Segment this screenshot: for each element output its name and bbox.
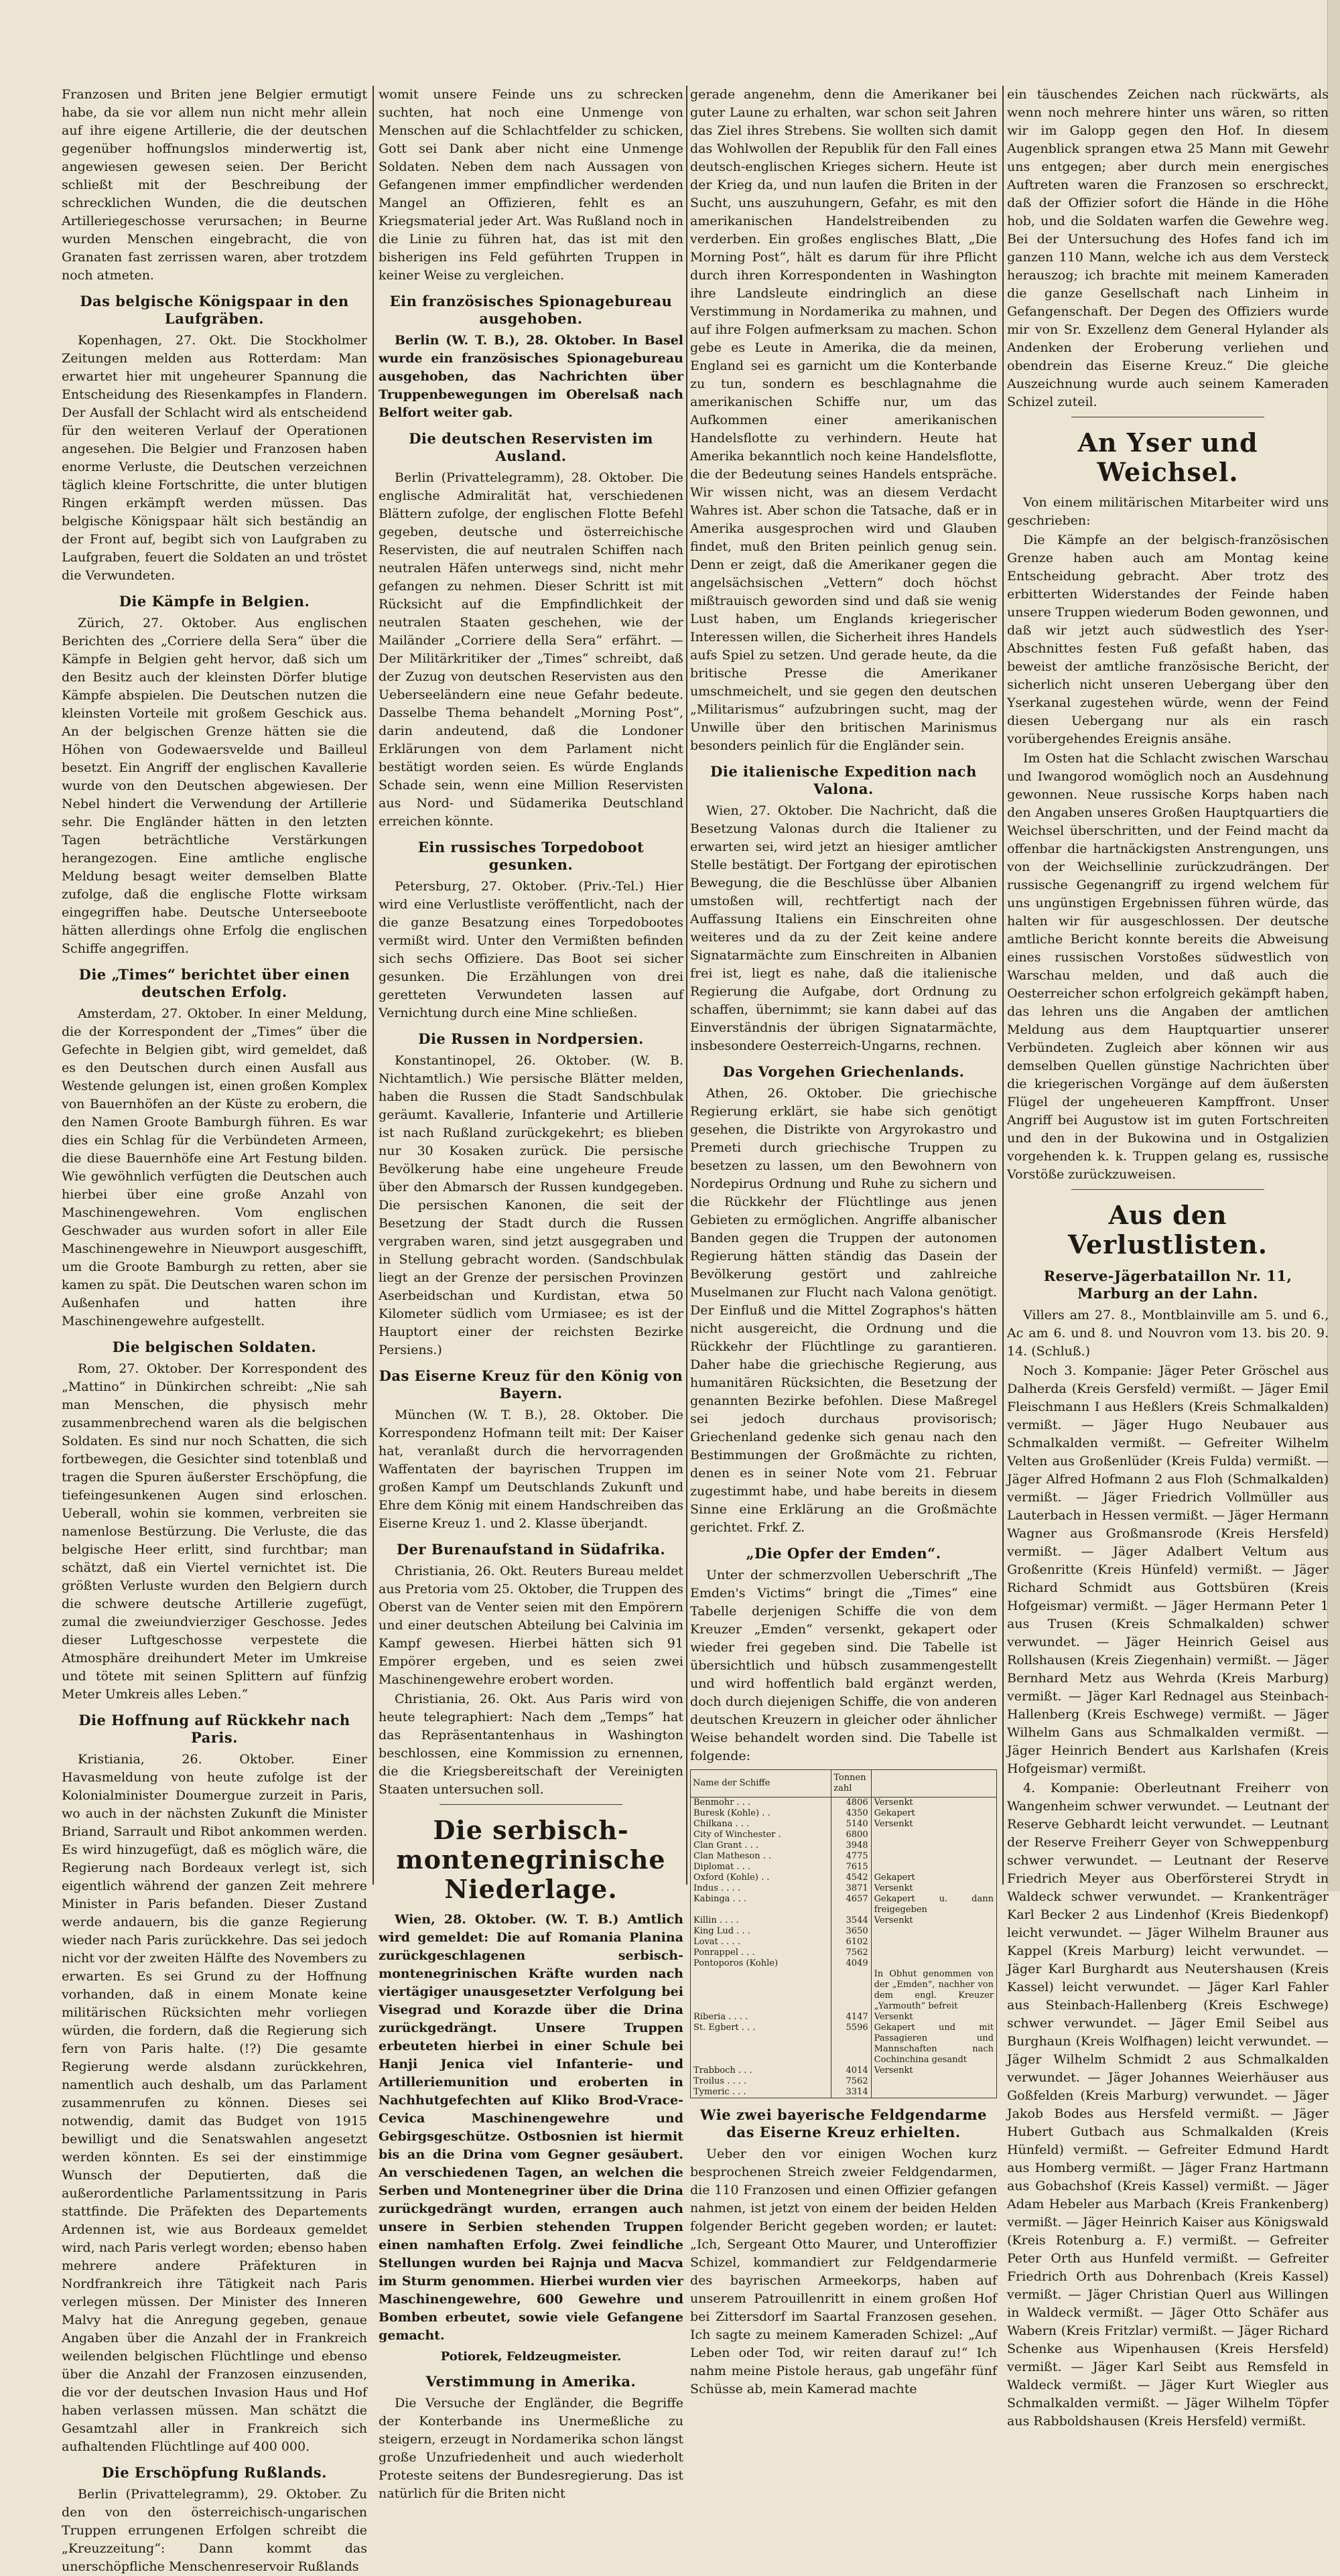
ship-name bbox=[691, 1969, 831, 2012]
ship-ton: 3314 bbox=[831, 2087, 871, 2098]
article-text: womit unsere Feinde uns zu schrecken suchten, hat noch eine Unmenge von Menschen auf die Schlachtfelder zu schicken, Gott sei Dank aber nicht eine Unmenge Soldaten. Neben dem nach Aussagen von Gefangenen immer empfindlicher werdenden Mangel an Offizieren, fehlt es an Kriegsmaterial jeder Art. Was Rußland noch in die Linie zu führen hat, das ist mit den bisherigen ins Feld geführten Truppen in keiner Weise zu vergleichen. bbox=[379, 87, 683, 283]
ship-name: Tymeric . . . bbox=[691, 2087, 831, 2098]
ship-name: Killin . . . . bbox=[691, 1915, 831, 1926]
ship-name: Troilus . . . . bbox=[691, 2076, 831, 2087]
article-text: Berlin (Privattelegramm), 29. Oktober. Zu den von den österreichisch-ungarischen Truppen errungenen Erfolgen schreibt die „Kreuzzeitung“: Dann kommt das unerschöpfliche Menschenreservoir Rußlands bbox=[62, 2487, 367, 2574]
ship-ton bbox=[831, 1969, 871, 2012]
ship-note: Gekapert bbox=[871, 1808, 996, 1819]
article-text: Konstantinopel, 26. Oktober. (W. B. Nichtamtlich.) Wie persische Blätter melden, haben die Russen die Stadt Sandschbulak geräumt. Kavallerie, Infanterie und Artillerie ist nach Rußland zurückgekehrt; es blieben nur 30 Kosaken zurück. Die persische Bevölkerung habe eine ungeheure Freude über den Abmarsch der Russen kundgegeben. Die persischen Kanonen, die seit der Besetzung der Stadt durch die Russen vergraben waren, sind jetzt ausgegraben und in Stellung gebracht worden. (Sandschbulak liegt an der Grenze der persischen Provinzen Aserbeidschan und Kurdistan, etwa 50 Kilometer südlich vom Urmiasee; es ist der Hauptort einer der reichsten Bezirke Persiens.) bbox=[379, 1053, 683, 1357]
headline-erschoepfung-russlands: Die Erschöpfung Rußlands. bbox=[102, 2464, 327, 2481]
headline-verstimmung-amerika: Verstimmung in Amerika. bbox=[425, 2373, 636, 2390]
ship-note: In Obhut genommen von der „Emden“, nachher von dem engl. Kreuzer „Yarmouth“ befreit bbox=[871, 1969, 996, 2012]
headline-eisernes-kreuz-bayern: Das Eiserne Kreuz für den König von Bayern. bbox=[379, 1367, 683, 1402]
ship-row bbox=[691, 2023, 997, 2065]
ship-name: Trabboch . . . bbox=[691, 2065, 831, 2076]
ship-name: Lovat . . . . bbox=[691, 1937, 831, 1948]
ship-note: Gekapert bbox=[871, 1873, 996, 1883]
article-text: Zürich, 27. Oktober. Aus englischen Berichten des „Corriere della Sera“ über die Kämpfe in Belgien geht hervor, daß sich um den Besitz auch der kleinsten Dörfer blutige Kämpfe abspielen. Die Deutschen nutzen die kleinsten Vorteile mit großem Geschick aus. An der belgischen Grenze hätten sie die Höhen von Godewaersvelde und Bailleul besetzt. Ein Angriff der englischen Kavallerie wurde von den Deutschen abgewiesen. Der Nebel hindert die Verwendung der Artillerie sehr. Die Engländer hätten in den letzten Tagen beträchtliche Verstärkungen herangezogen. Eine amtliche englische Meldung besagt weiter demselben Blatte zufolge, daß die englische Flotte wirksam eingegriffen habe. Deutsche Unterseeboote hätten allerdings ohne Erfolg die englischen Schiffe angegriffen. bbox=[62, 616, 367, 956]
ship-name: Oxford (Kohle) . . bbox=[691, 1873, 831, 1883]
article-text: gerade angenehm, denn die Amerikaner bei guter Laune zu erhalten, war schon seit Jahren das Ziel ihres Strebens. Sie wollten sich damit das Wohlwollen der Republik für den Fall eines deutsch-englischen Krieges sichern. Heute ist der Krieg da, und nun laufen die Briten in der Sucht, uns auszuhungern, Gefahr, es mit den amerikanischen Handelstreibenden zu verderben. Ein großes englisches Blatt, „Die Morning Post“, hält es darum für ihre Pflicht durch ihren Korrespondenten in Washington ihre Landsleute eindringlich an diese Verstimmung in Nordamerika zu mahnen, und auf ihre Folgen aufmerksam zu machen. Schon gebe es Leute in Amerika, die da meinen, England sei es garnicht um die Konterbande zu tun, sondern es beschlagnahme die amerikanischen Schiffe nur, um das Aufkommen einer amerikanischen Handelsflotte zu verhindern. Heute hat Amerika bekanntlich noch keine Handelsflotte, die der Bedeutung seines Handels entspräche. Wir wissen nicht, was an diesem Verdacht Wahres ist. Aber schon die Tatsache, daß er in Amerika ausgesprochen wird und Glauben findet, muß den Briten peinlich genug sein. Denn er zeigt, daß die Amerikaner gegen die angelsächsischen „Vettern“ doch höchst mißtrauisch geworden sind und daß sie wenig Lust haben, um Englands kriegerischer Interessen willen, die Sicherheit ihres Handels aufs Spiel zu setzen. Und gerade heute, da die britische Presse die Amerikaner umschmeichelt, und sie gegen den deutschen „Militarismus“ aufzubringen sucht, mag der Unwille über den britischen Marinismus besonders peinlich für die Engländer sein. bbox=[690, 87, 997, 753]
ship-name: Buresk (Kohle) . . bbox=[691, 1808, 831, 1819]
ship-name: Chilkana . . . bbox=[691, 1819, 831, 1830]
headline-torpedoboot: Ein russisches Torpedoboot gesunken. bbox=[417, 839, 645, 873]
ship-note bbox=[871, 2087, 996, 2098]
ship-name: Riberia . . . . bbox=[691, 2012, 831, 2023]
ship-name: Diplomat . . . bbox=[691, 1862, 831, 1873]
ship-row bbox=[691, 1915, 997, 1926]
article-text: Villers am 27. 8., Montblainville am 5. und 6., Ac am 6. und 8. und Nouvron vom 13. bis 20. 9. 14. (Schluß.) bbox=[1007, 1308, 1329, 1359]
ship-note bbox=[871, 1937, 996, 1948]
ship-row bbox=[691, 1883, 997, 1894]
ship-note: Gekapert und mit Passagieren und Mannschaften nach Cochinchina gesandt bbox=[871, 2023, 996, 2065]
ship-note: Versenkt bbox=[871, 2065, 996, 2076]
ship-name: Pontoporos (Kohle) bbox=[691, 1958, 831, 1969]
ship-name: King Lud . . . bbox=[691, 1926, 831, 1937]
ships-table-body bbox=[691, 1798, 997, 2098]
article-text: Von einem militärischen Mitarbeiter wird uns geschrieben: bbox=[1007, 495, 1329, 528]
ship-note bbox=[871, 1840, 996, 1851]
ship-row bbox=[691, 2012, 997, 2023]
headline-spionagebureau: Ein französisches Spionagebureau ausgehoben. bbox=[389, 293, 673, 327]
ship-ton: 4350 bbox=[831, 1808, 871, 1819]
ship-ton: 3544 bbox=[831, 1915, 871, 1926]
column-4 bbox=[1007, 86, 1329, 2429]
column-rule-1 bbox=[373, 86, 374, 1885]
ship-ton: 6800 bbox=[831, 1830, 871, 1840]
article-text: Wien, 28. Oktober. (W. T. B.) Amtlich wird gemeldet: Die auf Romania Planina zurückgeschlagenen serbisch-montenegrinischen Kräfte wurden nach viertägiger unausgesetzter Verfolgung bei Visegrad und Korazde über die Drina zurückgedrängt. Unsere Truppen erbeuteten hierbei in einer Schule bei Hanji Jenica viel Infanterie- und Artilleriemunition und eroberten in Nachhutgefechten auf Kliko Brod-Vrace-Cevica Maschinengewehre und Gebirgsgeschütze. Ostbosnien ist hiermit bis an die Drina vom Gegner gesäubert. An verschiedenen Tagen, an welchen die Serben und Montenegriner über die Drina zurückgedrängt wurden, errangen auch unsere in Serbien stehenden Truppen einen namhaften Erfolg. Zwei feindliche Stellungen wurden bei Rajnja und Macva im Sturm genommen. Hierbei wurden vier Maschinengewehre, 600 Gewehre und Bomben erbeutet, sowie viele Gefangene gemacht. bbox=[379, 1912, 683, 2343]
headline-griechenland: Das Vorgehen Griechenlands. bbox=[722, 1063, 965, 1080]
ship-row bbox=[691, 2076, 997, 2087]
ship-note bbox=[871, 1830, 996, 1840]
separator bbox=[440, 1804, 622, 1805]
ship-row bbox=[691, 2087, 997, 2098]
ship-note: Versenkt bbox=[871, 1915, 996, 1926]
article-text: ein täuschendes Zeichen nach rückwärts, als wenn noch mehrere hinter uns wären, so ritten wir im Galopp gegen den Hof. In diesem Augenblick sprangen etwa 25 Mann mit Gewehr uns entgegen; aber durch mein energisches Auftreten waren die Franzosen so erschreckt, daß der Offizier sofort die Hände in die Höhe hob, und die Soldaten warfen die Gewehre weg. Bei der Untersuchung des Hofes fand ich im ganzen 110 Mann, welche ich aus dem Versteck herauszog; ich brachte mit meinem Kameraden die ganze Gesellschaft nach Linheim in Gefangenschaft. Der Degen des Offiziers wurde mir von Sr. Exzellenz dem General Hylander als Andenken der Eroberung verliehen und obendrein das Eiserne Kreuz.“ Die gleiche Auszeichnung wurde auch seinem Kameraden Schizel zuteil. bbox=[1007, 87, 1329, 409]
ship-note bbox=[871, 1958, 996, 1969]
headline-verlustlisten: Aus den Verlustlisten. bbox=[1067, 1200, 1268, 1260]
column-3 bbox=[690, 86, 997, 2396]
ship-name: St. Egbert . . . bbox=[691, 2023, 831, 2065]
article-text: Unter der schmerzvollen Ueberschrift „The Emden's Victims“ bringt die „Times“ eine Tabelle derjenigen Schiffe die von dem Kreuzer „Emden“ versenkt, gekapert oder wieder frei gegeben sind. Die Tabelle ist übersichtlich und hübsch zusammengestellt und wird hoffentlich bald ergänzt werden, doch durch diejenigen Schiffe, die von anderen deutschen Kreuzern in gleicher oder ähnlicher Weise behandelt worden sind. Die Tabelle ist folgende: bbox=[690, 1568, 997, 1763]
ship-name: City of Winchester . bbox=[691, 1830, 831, 1840]
headline-koenigspaar: Das belgische Königspaar in den Laufgräben. bbox=[80, 293, 349, 327]
ship-row bbox=[691, 1819, 997, 1830]
column-2 bbox=[379, 86, 683, 2501]
ship-ton: 5140 bbox=[831, 1819, 871, 1830]
ship-name: Ponrappel . . . bbox=[691, 1948, 831, 1958]
ship-name: Clan Matheson . . bbox=[691, 1851, 831, 1862]
ship-note: Gekapert u. dann freigegeben bbox=[871, 1894, 996, 1915]
ship-ton: 4014 bbox=[831, 2065, 871, 2076]
ship-note bbox=[871, 1926, 996, 1937]
ships-table bbox=[690, 1769, 997, 2098]
article-text: Petersburg, 27. Oktober. (Priv.-Tel.) Hier wird eine Verlustliste veröffentlicht, nach der die ganze Besatzung eines Torpedobootes vermißt wird. Unter den Vermißten befinden sich sechs Offiziere. Das Boot sei sicher gesunken. Die Erzählungen von drei geretteten Verwundeten lassen auf Vernichtung durch eine Mine schließen. bbox=[379, 879, 683, 1020]
article-text: Kristiania, 26. Oktober. Einer Havasmeldung von heute zufolge ist der Kolonialminister Doumergue zurzeit in Paris, wo auch in der nächsten Zukunft die Minister Briand, Sarrault und Ribot ankommen werden. Es wird hinzugefügt, daß es möglich wäre, die Regierung nach Bordeaux verlegt ist, sich eigentlich während der ganzen Zeit mehrere Minister in Paris befanden. Dieser Zustand werde andauern, bis die ganze Regierung wieder nach Paris zurückkehre. Das sei jedoch nicht vor der zweiten Hälfte des Novembers zu erwarten. Es sei Grund zu der Hoffnung vorhanden, daß in einem Monate keine militärischen Rücksichten mehr vorliegen würden, die fordern, daß die Regierung sich fern von Paris halte. (!?) Die gesamte Regierung werde alsdann zurückkehren, namentlich auch deshalb, um das Parlament zusammenrufen zu können. Dieses sei notwendig, damit das Budget von 1915 bewilligt und die Senatswahlen angesetzt werden könnten. Es sei der einstimmige Wunsch der Deputierten, daß die außerordentliche Parlamentssitzung in Paris stattfinde. Die Präfekten des Departements Ardennen ist, wie aus Bordeaux gemeldet wird, nach Paris verlegt worden; ebenso haben mehrere andere Präfekturen in Nordfrankreich ihre Tätigkeit nach Paris verlegen müssen. Der Minister des Inneren Malvy hat die Anregung gegeben, genaue Angaben über die Anzahl der in Frankreich weilenden belgischen Flüchtlinge und ebenso über die Anzahl der Franzosen einzusenden, die vor der deutschen Invasion Haus und Hof haben verlassen müssen. Man schätzt die Gesamtzahl aller in Frankreich sich aufhaltenden Flüchtlinge auf 400 000. bbox=[62, 1752, 367, 2454]
article-text: Kopenhagen, 27. Okt. Die Stockholmer Zeitungen melden aus Rotterdam: Man erwartet hier mit ungeheurer Spannung die Entscheidung des Riesenkampfes in Flandern. Der Ausfall der Schlacht wird als entscheidend für den weiteren Verlauf der Operationen angesehen. Die Belgier und Franzosen haben enorme Verluste, die Deutschen verzeichnen täglich kleine Fortschritte, die unter blutigen Ringen erkämpft werden müssen. Das belgische Königspaar hält sich beständig an der Front auf, begibt sich von Laufgraben zu Laufgraben, feuert die Soldaten an und tröstet die Verwundeten. bbox=[62, 333, 367, 583]
column-header-name: Name der Schiffe bbox=[691, 1770, 831, 1798]
headline-yser-weichsel: An Yser und Weichsel. bbox=[1077, 427, 1258, 487]
headline-russen-nordpersien: Die Russen in Nordpersien. bbox=[418, 1030, 644, 1047]
ship-row bbox=[691, 1937, 997, 1948]
ship-note: Versenkt bbox=[871, 1819, 996, 1830]
ship-ton: 4806 bbox=[831, 1798, 871, 1809]
article-text: Athen, 26. Oktober. Die griechische Regierung erklärt, sie habe sich genötigt gesehen, die Distrikte von Argyrokastro und Premeti durch griechische Truppen zu besetzen zu lassen, um den Bewohnern von Nordepirus Ordnung und Ruhe zu sichern und die Rückkehr der Flüchtlinge aus jenen Gebieten zu ermöglichen. Angriffe albanischer Banden gegen die Truppen der autonomen Regierung hätten ständig das Dasein der Bevölkerung gestört und zahlreiche Muselmanen zur Flucht nach Valona genötigt. Der Einfluß und die Mittel Zographos's hätten nicht ausgereicht, die Ordnung und die Rückkehr der Flüchtlinge zu garantieren. Daher habe die griechische Regierung, aus humanitären Rücksichten, die Besetzung der genannten Bezirke befohlen. Diese Maßregel sei jedoch durchaus provisorisch; Griechenland gedenke sich genau nach den Bestimmungen der Großmächte zu richten, denen es in seiner Note vom 21. Februar zugestimmt habe, und habe bereits in diesem Sinne eine Erklärung an die Großmächte gerichtet. Frkf. Z. bbox=[690, 1086, 997, 1535]
ship-ton: 4147 bbox=[831, 2012, 871, 2023]
ship-ton: 5596 bbox=[831, 2023, 871, 2065]
column-header-tonnage: Tonnen zahl bbox=[831, 1770, 871, 1798]
subheadline-jaegerbataillon: Reserve-Jägerbataillon Nr. 11, Marburg an der Lahn. bbox=[1043, 1268, 1292, 1302]
ship-note bbox=[871, 1851, 996, 1862]
headline-serbisch-montenegrinisch: Die serbisch-montenegrinische Niederlage. bbox=[396, 1815, 666, 1904]
column-1 bbox=[62, 86, 367, 2574]
article-text: Noch 3. Kompanie: Jäger Peter Gröschel aus Dalherda (Kreis Gersfeld) vermißt. — Jäger Emil Fleischmann I aus Heßlers (Kreis Schmalkalden) vermißt. — Jäger Hugo Neubauer aus Schmalkalden vermißt. — Gefreiter Wilhelm Velten aus Großenlüder (Kreis Fulda) vermißt. — Jäger Alfred Hofmann 2 aus Floh (Schmalkalden) vermißt. — Jäger Friedrich Vollmüller aus Lauterbach in Hessen vermißt. — Jäger Hermann Wagner aus Großmansrode (Kreis Hersfeld) vermißt. — Jäger Adalbert Veltum aus Großenritte (Kreis Hünfeld) vermißt. — Jäger Richard Schmidt aus Gottsbüren (Kreis Hofgeismar) vermißt. — Jäger Hermann Peter 1 aus Trusen (Kreis Schmalkalden) schwer verwundet. — Jäger Heinrich Geisel aus Rollshausen (Kreis Ziegenhain) vermißt. — Jäger Bernhard Metz aus Wehrda (Kreis Marburg) vermißt. — Jäger Karl Rednagel aus Steinbach-Hallenberg (Kreis Eschwege) vermißt. — Jäger Wilhelm Gans aus Schmalkalden vermißt. — Jäger Heinrich Bendert aus Karlshafen (Kreis Hofgeismar) vermißt. bbox=[1007, 1363, 1329, 1776]
ship-row bbox=[691, 1873, 997, 1883]
ship-name: Benmohr . . . bbox=[691, 1798, 831, 1809]
headline-italienische-expedition: Die italienische Expedition nach Valona. bbox=[710, 763, 977, 797]
article-text: Franzosen und Briten jene Belgier ermutigt habe, da sie vor allem nun nicht mehr allein auf ihre eigene Artillerie, die der deutschen gegenüber hoffnungslos minderwertig ist, angewiesen gewesen seien. Der Bericht schließt mit der Beschreibung der schrecklichen Wunden, die die deutschen Artilleriegeschosse verursachen; in Beurne wurden Menschen eingebracht, die von Granaten fast zerrissen waren, aber trotzdem noch atmeten. bbox=[62, 87, 367, 283]
ship-ton: 3871 bbox=[831, 1883, 871, 1894]
ship-row bbox=[691, 1851, 997, 1862]
separator bbox=[1071, 1189, 1264, 1190]
ship-name: Indus . . . . bbox=[691, 1883, 831, 1894]
headline-times-erfolg: Die „Times“ berichtet über einen deutschen Erfolg. bbox=[78, 966, 350, 1000]
ship-row bbox=[691, 1830, 997, 1840]
ship-note bbox=[871, 1948, 996, 1958]
article-text: Rom, 27. Oktober. Der Korrespondent des „Mattino“ in Dünkirchen schreibt: „Nie sah man Menschen, die physisch mehr zusammenbrechend waren als die belgischen Soldaten. Es sind nur noch Schatten, die sich fortbewegen, die Gesichter sind totenblaß und tragen die Spuren äußerster Erschöpfung, die tiefeingesunkenen Augen sind erloschen. Ueberall, wohin sie kommen, verbreiten sie namenlose Bestürzung. Die Verluste, die das belgische Heer erlitt, sind furchtbar; man schätzt, daß ein Viertel vernichtet ist. Die größten Verluste wurden den Belgiern durch die schwere deutsche Artillerie zugefügt, zumal die zweiundvierziger Geschosse. Jedes dieser Luftgeschosse verpestete die Atmosphäre dreihundert Meter im Umkreise und tötete mit seinen Splittern auf fünfzig Meter Umkreis alles Leben.“ bbox=[62, 1361, 367, 1702]
ship-row bbox=[691, 2065, 997, 2076]
headline-burenaufstand: Der Burenaufstand in Südafrika. bbox=[396, 1541, 666, 1558]
ship-note: Versenkt bbox=[871, 1883, 996, 1894]
ship-ton: 7562 bbox=[831, 1948, 871, 1958]
ship-row bbox=[691, 1948, 997, 1958]
ship-ton: 4657 bbox=[831, 1894, 871, 1915]
headline-reservisten: Die deutschen Reservisten im Ausland. bbox=[409, 430, 653, 464]
ship-row bbox=[691, 1862, 997, 1873]
ship-ton: 3650 bbox=[831, 1926, 871, 1937]
article-text: Berlin (W. T. B.), 28. Oktober. In Basel wurde ein französisches Spionagebureau ausgehoben, das Nachrichten über Truppenbewegungen im Oberelsaß nach Belfort weiter gab. bbox=[379, 333, 683, 420]
ship-ton: 7562 bbox=[831, 2076, 871, 2087]
signature: Potiorek, Feldzeugmeister. bbox=[440, 2350, 622, 2364]
ship-ton: 3948 bbox=[831, 1840, 871, 1851]
headline-rueckkehr-paris: Die Hoffnung auf Rückkehr nach Paris. bbox=[78, 1712, 350, 1746]
headline-kaempfe-belgien: Die Kämpfe in Belgien. bbox=[119, 593, 310, 610]
article-text: Berlin (Privattelegramm), 28. Oktober. Die englische Admiralität hat, verschiedenen Blättern zufolge, der englischen Flotte Befehl gegeben, deutsche und österreichische Reservisten, die auf neutralen Schiffen nach neutralen Häfen unterwegs sind, nicht mehr gefangen zu nehmen. Dieser Schritt ist mit Rücksicht auf die Empfindlichkeit der neutralen Staaten geschehen, wie der Mailänder „Corriere della Sera“ erfährt. — Der Militärkritiker der „Times“ schreibt, daß der Zuzug von deutschen Reservisten aus den Ueberseeländern eine neue Gefahr bedeute. Dasselbe Thema behandelt „Morning Post“, darin andeutend, daß die Londoner Erklärungen von dem Parlament nicht bestätigt worden seien. Es würde Englands Schade sein, wenn eine Million Reservisten aus Nord- und Südamerika Deutschland erreichen könnte. bbox=[379, 470, 683, 829]
ship-row bbox=[691, 1926, 997, 1937]
article-text: Christiania, 26. Okt. Reuters Bureau meldet aus Pretoria vom 25. Oktober, die Truppen des Oberst van de Venter seien mit den Empörern und einer deutschen Abteilung bei Calvinia im Kampf gewesen. Hierbei hätten sich 91 Empörer ergeben, und es seien zwei Maschinengewehre erobert worden. bbox=[379, 1564, 683, 1687]
column-rule-3 bbox=[1002, 86, 1004, 1885]
ship-note: Versenkt bbox=[871, 1798, 996, 1809]
ship-ton: 7615 bbox=[831, 1862, 871, 1873]
ship-name: Kabinga . . . bbox=[691, 1894, 831, 1915]
article-text: 4. Kompanie: Oberleutnant Freiherr von Wangenheim schwer verwundet. — Leutnant der Reserve Gebhardt leicht verwundet. — Leutnant der Reserve Freiherr Geyer von Schweppenburg schwer verwundet. — Leutnant der Reserve Friedrich Meyer aus Oberförsterei Strydt in Waldeck schwer verwundet. — Krankenträger Karl Becker 2 aus Lindenhof (Kreis Biedenkopf) leicht verwundet. — Jäger Wilhelm Brauner aus Kappel (Kreis Marburg) leicht verwundet. — Jäger Karl Burghardt aus Neutershausen (Kreis Kassel) leicht verwundet. — Jäger Karl Fahler aus Steinbach-Hallenberg (Kreis Eschwege) schwer verwundet. — Jäger Emil Seibel aus Burghaun (Kreis Wolfhagen) leicht verwundet. — Jäger Wilhelm Schmidt 2 aus Schmalkalden verwundet. — Jäger Johannes Weierhäuser aus Goßfelden (Kreis Marburg) verwundet. — Jäger Jakob Bodes aus Hersfeld vermißt. — Jäger Hubert Gutbach aus Schmalkalden (Kreis Hünfeld) vermißt. — Gefreiter Edmund Hardt aus Homberg vermißt. — Jäger Franz Hartmann aus Gobachshof (Kreis Kassel) vermißt. — Jäger Adam Hebeler aus Marbach (Kreis Frankenberg) vermißt. — Jäger Heinrich Kaiser aus Königswald (Kreis Rotenburg a. F.) vermißt. — Gefreiter Peter Orth aus Hunfeld vermißt. — Gefreiter Friedrich Orth aus Dohrenbach (Kreis Kassel) vermißt. — Jäger Christian Querl aus Willingen in Waldeck vermißt. — Jäger Otto Schäfer aus Wabern (Kreis Fritzlar) vermißt. — Jäger Richard Schenke aus Wipenhausen (Kreis Hersfeld) vermißt. — Jäger Karl Seibt aus Remsfeld in Waldeck vermißt. — Jäger Kurt Wiegler aus Schmalkalden vermißt. — Jäger Wilhelm Töpfer aus Rabboldshausen (Kreis Hersfeld) vermißt. bbox=[1007, 1781, 1329, 2429]
ship-ton: 4049 bbox=[831, 1958, 871, 1969]
ship-ton: 6102 bbox=[831, 1937, 871, 1948]
adjacent-page-edge bbox=[1327, 0, 1340, 1891]
ship-row bbox=[691, 1798, 997, 1809]
ship-row bbox=[691, 1840, 997, 1851]
ship-name: Clan Grant . . . bbox=[691, 1840, 831, 1851]
article-text: Amsterdam, 27. Oktober. In einer Meldung, die der Korrespondent der „Times“ über die Gefechte in Belgien gibt, wird gemeldet, daß es den Deutschen durch einen Ausfall aus Westende gelungen ist, einen großen Komplex von Bauernhöfen an der Küste zu erobern, die den Namen Groote Bamburgh führen. Es war dies ein Schlag für die Verbündeten Armeen, die diese Bauernhöfe eine Art Festung bilden. Wie gewöhnlich verfügten die Deutschen auch hierbei über eine große Anzahl von Maschinengewehren. Vom englischen Geschwader aus wurden sofort in aller Eile Maschinengewehre in Nieuwport ausgeschifft, um die Groote Bamburgh zu retten, aber sie kamen zu spät. Die Deutschen waren schon im Außenhafen und hatten ihre Maschinengewehre aufgestellt. bbox=[62, 1006, 367, 1329]
column-rule-2 bbox=[686, 86, 687, 1885]
column-header-note bbox=[871, 1770, 996, 1798]
article-text: Die Versuche der Engländer, die Begriffe der Konterbande ins Unermeßliche zu steigern, erzeugt in Nordamerika schon längst große Unzufriedenheit und auch wiederholt Proteste seitens der Bundesregierung. Das ist natürlich für die Briten nicht bbox=[379, 2396, 683, 2501]
headline-feldgendarme: Wie zwei bayerische Feldgendarme das Eiserne Kreuz erhielten. bbox=[700, 2106, 987, 2141]
article-text: Ueber den vor einigen Wochen kurz besprochenen Streich zweier Feldgendarmen, die 110 Franzosen und einen Offizier gefangen nahmen, ist jetzt von einem der beiden Helden folgender Bericht gegeben worden; er lautet: „Ich, Sergeant Otto Maurer, und Unteroffizier Schizel, kommandiert zur Feldgendarmerie des bayrischen Armeekorps, haben auf unserem Patrouillenritt in einem großen Hof bei Zittersdorf im Saartal Franzosen gesehen. Ich sagte zu meinem Kameraden Schizel: „Auf Leben oder Tod, wir reiten darauf zu!“ Ich nahm meine Pistole heraus, gab ungefähr fünf Schüsse ab, mein Kamerad machte bbox=[690, 2147, 997, 2396]
ship-row bbox=[691, 1958, 997, 1969]
ship-row bbox=[691, 1969, 997, 2012]
ship-ton: 4775 bbox=[831, 1851, 871, 1862]
article-text: München (W. T. B.), 28. Oktober. Die Korrespondenz Hofmann teilt mit: Der Kaiser hat, veranlaßt durch die hervorragenden Waffentaten der bayrischen Truppen im großen Kampf um Deutschlands Zukunft und Ehre dem König mit einem Handschreiben das Eiserne Kreuz 1. und 2. Klasse überjandt. bbox=[379, 1408, 683, 1531]
ship-ton: 4542 bbox=[831, 1873, 871, 1883]
ship-note bbox=[871, 1862, 996, 1873]
ship-row bbox=[691, 1894, 997, 1915]
ship-note: Versenkt bbox=[871, 2012, 996, 2023]
ship-row bbox=[691, 1808, 997, 1819]
headline-belgische-soldaten: Die belgischen Soldaten. bbox=[112, 1339, 317, 1355]
article-text: Im Osten hat die Schlacht zwischen Warschau und Iwangorod womöglich noch an Ausdehnung gewonnen. Neue russische Korps haben nach den Angaben unseres Großen Hauptquartiers die Weichsel überschritten, und der Feind macht da offenbar die hartnäckigsten Anstrengungen, uns von der Weichsellinie zurückzudrängen. Der russische Gegenangriff zu irgend welchem für uns ungünstigen Ergebnissen führen würde, das halten wir für ausgeschlossen. Der deutsche amtliche Bericht konnte bereits die Abweisung eines russischen Vorstoßes südwestlich von Warschau melden, und daß auch die Oesterreicher schon erfolgreich gekämpft haben, das lehren uns die Angaben der amtlichen Meldung aus dem Hauptquartier unserer Verbündeten. Zugleich aber können wir aus demselben Quellen günstige Nachrichten über die kriegerischen Vorgänge auf dem äußersten Flügel der ungeheueren Kampffront. Unser Angriff bei Augustow ist im guten Fortschreiten und den in der Bukowina und in Ostgalizien vorgehenden k. k. Truppen gelang es, russische Vorstöße zurückzuweisen. bbox=[1007, 751, 1329, 1182]
headline-opfer-emden: „Die Opfer der Emden“. bbox=[746, 1545, 941, 1562]
ship-note bbox=[871, 2076, 996, 2087]
article-text: Wien, 27. Oktober. Die Nachricht, daß die Besetzung Valonas durch die Italiener zu erwarten sei, wird jetzt an hiesiger amtlicher Stelle bestätigt. Der Fortgang der epirotischen Bewegung, die die Beschlüsse über Albanien umstoßen will, rechtfertigt nach der Auffassung Italiens ein Einschreiten ohne weiteres und da zu der Zeit keine andere Signatarmächte zum Einschreiten in Albanien frei ist, liegt es nahe, daß die italienische Regierung die Aufgabe, dort Ordnung zu schaffen, übernimmt; sie kann dabei auf das Einverständnis der übrigen Signatarmächte, insbesondere Oesterreich-Ungarns, rechnen. bbox=[690, 803, 997, 1053]
article-text: Die Kämpfe an der belgisch-französischen Grenze haben auch am Montag keine Entscheidung gebracht. Aber trotz des erbitterten Widerstandes der Feinde haben unsere Truppen wiederum Boden gewonnen, und daß wir jetzt auch südwestlich des Yser-Abschnittes festen Fuß gefaßt haben, das beweist der amtliche französische Bericht, der sicherlich nicht unseren Uebergang über den Yserkanal zugestehen würde, wenn der Feind diesen Uebergang nur als ein rasch vorübergehendes Ereignis ansähe. bbox=[1007, 533, 1329, 746]
article-text: Christiania, 26. Okt. Aus Paris wird von heute telegraphiert: Nach dem „Temps“ hat das Repräsentantenhaus in Washington beschlossen, eine Kommission zu ernennen, die die Kriegsbereitschaft der Vereinigten Staaten untersuchen soll. bbox=[379, 1692, 683, 1797]
